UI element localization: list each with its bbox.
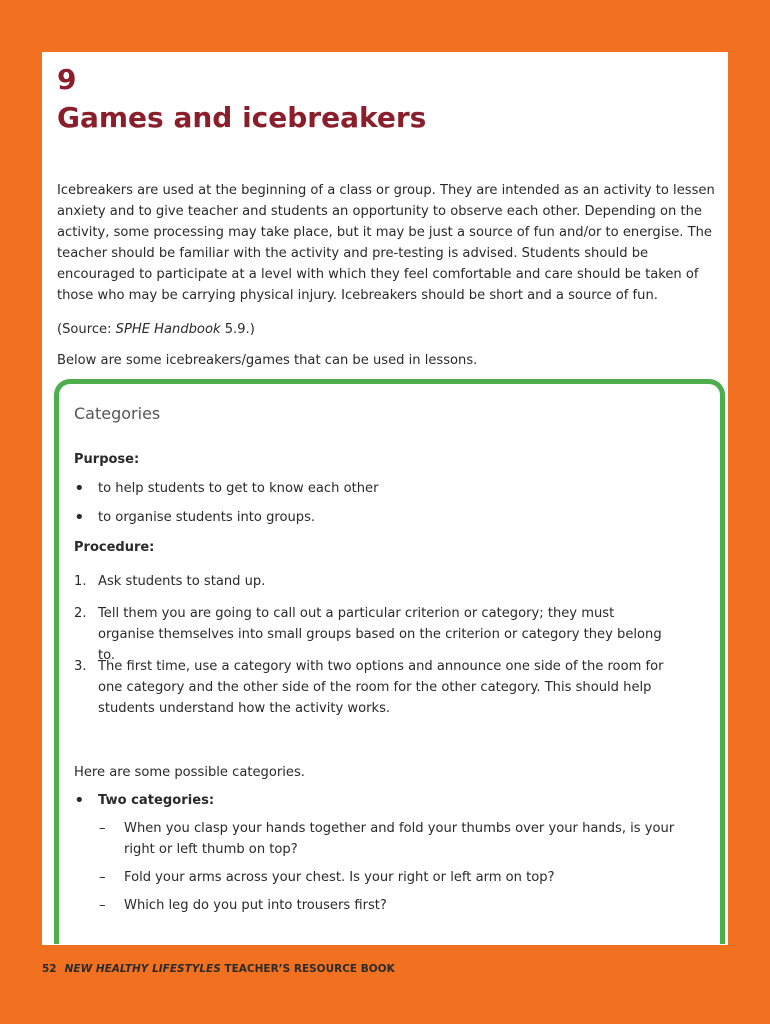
page-number: 52 (42, 963, 57, 975)
chapter-number: 9 (57, 63, 77, 96)
category-question (99, 895, 689, 916)
step-number: 2. (74, 606, 87, 621)
book-title: NEW HEALTHY LIFESTYLES (64, 963, 221, 975)
box-title: Categories (74, 404, 161, 423)
source-citation (57, 319, 255, 340)
page (42, 52, 728, 945)
category-question-text: Fold your arms across your chest. Is your right or left arm on top? (124, 870, 555, 885)
procedure-step (74, 656, 674, 719)
purpose-heading: Purpose: (74, 452, 140, 467)
below-text: Below are some icebreakers/games that can be used in lessons. (57, 353, 478, 368)
procedure-heading: Procedure: (74, 540, 155, 555)
dash-marker: – (99, 898, 106, 913)
two-categories-label: Two categories: (98, 793, 215, 808)
page-footer (42, 963, 395, 975)
source-title: SPHE Handbook (115, 322, 221, 337)
category-question-text: Which leg do you put into trousers first? (124, 898, 387, 913)
source-prefix: (Source: (57, 322, 116, 337)
chapter-title: Games and icebreakers (57, 101, 427, 134)
step-text: Ask students to stand up. (98, 574, 266, 589)
step-number: 1. (74, 574, 87, 589)
source-suffix: 5.9.) (220, 322, 255, 337)
purpose-item-text: to organise students into groups. (98, 510, 316, 525)
step-number: 3. (74, 659, 87, 674)
purpose-item (74, 507, 315, 528)
intro-paragraph: Icebreakers are used at the beginning of a class or group. They are intended as an activity to lessen anxiety and to give teacher and students an opportunity to observe each other. Depending on the activity, some processing may take place, but it may be just a source of fun and/or to energise. The teacher should be familiar with the activity and pre-testing is advised. Students should be encouraged to participate at a level with which they feel comfortable and care should be taken of those who may be carrying physical injury. Icebreakers should be short and a source of fun. (57, 183, 715, 303)
dash-marker: – (99, 870, 106, 885)
category-question (99, 867, 689, 888)
purpose-item (74, 478, 378, 499)
purpose-item-text: to help students to get to know each other (98, 481, 379, 496)
category-question (99, 818, 689, 860)
category-question-text: When you clasp your hands together and fold your thumbs over your hands, is your right or left thumb on top? (124, 821, 675, 857)
step-text: Tell them you are going to call out a particular criterion or category; they must organise themselves into small groups based on the criterion or category they belong to. (98, 606, 662, 663)
step-text: The first time, use a category with two options and announce one side of the room for one category and the other side of the room for the other category. This should help students understand how the activity works. (98, 659, 664, 716)
possible-categories-text: Here are some possible categories. (74, 765, 305, 780)
bullet-icon: • (74, 790, 85, 811)
two-categories-item (74, 790, 214, 811)
categories-box (54, 379, 725, 944)
bullet-icon: • (74, 507, 85, 528)
bullet-icon: • (74, 478, 85, 499)
book-suffix: TEACHER’S RESOURCE BOOK (220, 963, 395, 975)
dash-marker: – (99, 821, 106, 836)
procedure-step (74, 571, 674, 592)
